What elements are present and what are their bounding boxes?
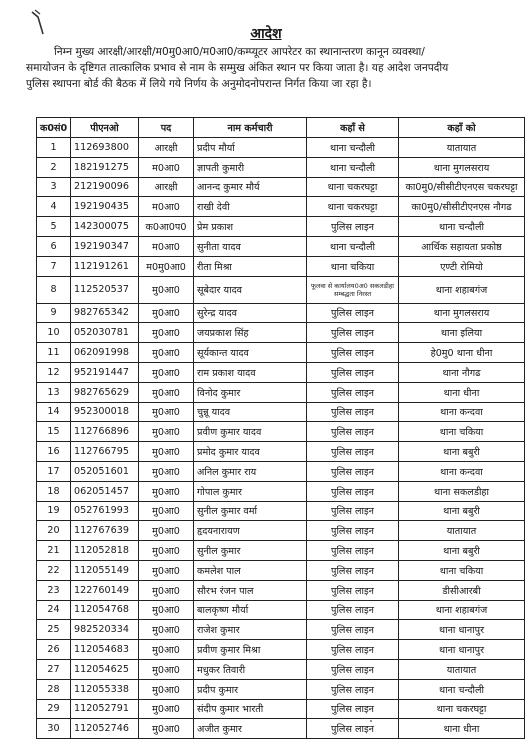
to-cell: आर्थिक सहायता प्रकोष्ठ	[399, 236, 525, 256]
serial-cell: 18	[37, 481, 71, 501]
serial-cell: 19	[37, 501, 71, 521]
name-cell: राजेश कुमार	[194, 620, 307, 640]
name-cell: संदीप कुमार भारती	[194, 699, 307, 719]
serial-cell: 28	[37, 679, 71, 699]
table-row	[37, 679, 525, 699]
from-cell: थाना चन्दौली	[307, 236, 399, 256]
name-cell: सौरभ रंजन पाल	[194, 580, 307, 600]
from-cell: थाना चन्दौली	[307, 138, 399, 158]
table-row	[37, 659, 525, 679]
name-cell: प्रदीप कुमार	[194, 679, 307, 699]
serial-cell: 27	[37, 659, 71, 679]
to-cell: थाना चकिया	[399, 422, 525, 442]
table-row	[37, 323, 525, 343]
table-row	[37, 442, 525, 462]
name-cell: राखी देवी	[194, 197, 307, 217]
pno-cell: 062051457	[71, 481, 139, 501]
table-row	[37, 138, 525, 158]
name-cell: राम प्रकाश यादव	[194, 362, 307, 382]
name-cell: सुनील कुमार	[194, 541, 307, 561]
post-cell: मु0आ0	[139, 343, 194, 363]
name-cell: बालकृष्ण मौर्या	[194, 600, 307, 620]
serial-cell: 20	[37, 521, 71, 541]
name-cell: सुनील कुमार वर्मा	[194, 501, 307, 521]
post-cell: आरक्षी	[139, 177, 194, 197]
pno-cell: 112055149	[71, 560, 139, 580]
table-row	[37, 303, 525, 323]
post-cell: म0आ0	[139, 197, 194, 217]
from-cell: पुलिस लाइन	[307, 303, 399, 323]
from-cell: पुलिस लाइन	[307, 640, 399, 660]
header-pno: पीएनओ	[71, 118, 139, 138]
name-cell: सूबेदार यादव	[194, 276, 307, 303]
table-row	[37, 699, 525, 719]
serial-cell: 29	[37, 699, 71, 719]
serial-cell: 8	[37, 276, 71, 303]
table-row	[37, 402, 525, 422]
header-to: कहाँ को	[399, 118, 525, 138]
name-cell: ज्ञापती कुमारी	[194, 157, 307, 177]
table-header-row	[37, 118, 525, 138]
post-cell: मु0आ0	[139, 501, 194, 521]
to-cell: थाना धानापुर	[399, 640, 525, 660]
post-cell: मु0आ0	[139, 600, 194, 620]
post-cell: मु0आ0	[139, 699, 194, 719]
table-row	[37, 541, 525, 561]
post-cell: मु0आ0	[139, 521, 194, 541]
pno-cell: 062091998	[71, 343, 139, 363]
post-cell: मु0आ0	[139, 276, 194, 303]
table-row	[37, 157, 525, 177]
from-cell: पुलिस लाइन	[307, 659, 399, 679]
to-cell: एण्टी रोमियो	[399, 256, 525, 276]
name-cell: गोपाल कुमार	[194, 481, 307, 501]
from-cell: पुलिस लाइन	[307, 402, 399, 422]
serial-cell: 22	[37, 560, 71, 580]
serial-cell: 13	[37, 382, 71, 402]
pno-cell: 112693800	[71, 138, 139, 158]
table-row	[37, 256, 525, 276]
serial-cell: 1	[37, 138, 71, 158]
table-row	[37, 177, 525, 197]
post-cell: क0आ0प0	[139, 217, 194, 237]
to-cell: का0मु0/सीसीटीएनएस चकरघट्टा	[399, 177, 525, 197]
from-cell: पुलिस लाइन	[307, 699, 399, 719]
table-row	[37, 640, 525, 660]
serial-cell: 4	[37, 197, 71, 217]
to-cell: थाना चन्दौली	[399, 217, 525, 237]
serial-cell: 12	[37, 362, 71, 382]
to-cell: हे0मु0 थाना धीना	[399, 343, 525, 363]
table-row	[37, 580, 525, 600]
order-intro	[26, 44, 524, 92]
to-cell: थाना इलिया	[399, 323, 525, 343]
post-cell: मु0आ0	[139, 323, 194, 343]
post-cell: मु0आ0	[139, 402, 194, 422]
post-cell: मु0आ0	[139, 620, 194, 640]
post-cell: मु0आ0	[139, 560, 194, 580]
post-cell: आरक्षी	[139, 138, 194, 158]
from-cell: पुलिस लाइन	[307, 442, 399, 462]
header-post: पद	[139, 118, 194, 138]
serial-cell: 21	[37, 541, 71, 561]
name-cell: प्रदीप मौर्या	[194, 138, 307, 158]
from-cell: पुलिस लाइन	[307, 422, 399, 442]
pno-cell: 112767639	[71, 521, 139, 541]
serial-cell: 30	[37, 719, 71, 739]
name-cell: चुन्नू यादव	[194, 402, 307, 422]
serial-cell: 16	[37, 442, 71, 462]
from-cell: पुलिस लाइन	[307, 501, 399, 521]
post-cell: मु0आ0	[139, 541, 194, 561]
header-serial: क0सं0	[37, 118, 71, 138]
table-row	[37, 422, 525, 442]
from-cell: पुलिस लाइन	[307, 679, 399, 699]
from-cell: पुलिस लाइन	[307, 323, 399, 343]
table-row	[37, 481, 525, 501]
intro-line: पुलिस स्थापना बोर्ड की बैठक में लिये गये निर्णय के अनुमोदनोपरान्त निर्गत किया जा रहा है।	[26, 78, 372, 90]
to-cell: थाना बबुरी	[399, 501, 525, 521]
post-cell: म0आ0	[139, 157, 194, 177]
serial-cell: 23	[37, 580, 71, 600]
serial-cell: 3	[37, 177, 71, 197]
to-cell: यातायात	[399, 521, 525, 541]
serial-cell: 11	[37, 343, 71, 363]
pno-cell: 982765342	[71, 303, 139, 323]
post-cell: म0मु0आ0	[139, 256, 194, 276]
post-cell: मु0आ0	[139, 422, 194, 442]
serial-cell: 7	[37, 256, 71, 276]
table-row	[37, 521, 525, 541]
pno-cell: 112052746	[71, 719, 139, 739]
pno-cell: 112052791	[71, 699, 139, 719]
name-cell: विनोद कुमार	[194, 382, 307, 402]
table-row	[37, 217, 525, 237]
pno-cell: 212190096	[71, 177, 139, 197]
name-cell: मधुकर तिवारी	[194, 659, 307, 679]
post-cell: मु0आ0	[139, 461, 194, 481]
from-cell: पुलिस लाइन	[307, 719, 399, 739]
to-cell: थाना बबुरी	[399, 541, 525, 561]
name-cell: जयप्रकाश सिंह	[194, 323, 307, 343]
from-cell: पुलिस लाइन	[307, 600, 399, 620]
to-cell: थाना शहाबगंज	[399, 276, 525, 303]
post-cell: मु0आ0	[139, 640, 194, 660]
pno-cell: 112191261	[71, 256, 139, 276]
name-cell: सुनीता यादव	[194, 236, 307, 256]
pno-cell: 112766896	[71, 422, 139, 442]
serial-cell: 2	[37, 157, 71, 177]
to-cell: थाना चकिया	[399, 560, 525, 580]
pno-cell: 182191275	[71, 157, 139, 177]
table-row	[37, 236, 525, 256]
to-cell: थाना शहाबगंज	[399, 600, 525, 620]
page-mark	[370, 720, 372, 722]
name-cell: अनिल कुमार राय	[194, 461, 307, 481]
from-cell: पुलिस लाइन	[307, 481, 399, 501]
from-cell: पुलिस लाइन	[307, 343, 399, 363]
post-cell: मु0आ0	[139, 303, 194, 323]
to-cell: थाना धीना	[399, 719, 525, 739]
name-cell: प्रेम प्रकाश	[194, 217, 307, 237]
from-cell: पुलिस लाइन	[307, 217, 399, 237]
table-row	[37, 276, 525, 303]
post-cell: मु0आ0	[139, 362, 194, 382]
name-cell: कमलेश पाल	[194, 560, 307, 580]
pno-cell: 052030781	[71, 323, 139, 343]
table-row	[37, 382, 525, 402]
from-cell: पुलिस लाइन	[307, 560, 399, 580]
intro-line: समायोजन के दृष्टिगत तात्कालिक प्रभाव से नाम के सम्मुख अंकित स्थान पर किया जाता है। यह आदेश जनपदीय	[26, 62, 449, 74]
pno-cell: 192190347	[71, 236, 139, 256]
post-cell: मु0आ0	[139, 382, 194, 402]
pno-cell: 052761993	[71, 501, 139, 521]
serial-cell: 6	[37, 236, 71, 256]
name-cell: सुरेन्द्र यादव	[194, 303, 307, 323]
to-cell: थाना कन्दवा	[399, 461, 525, 481]
order-title: आदेश	[250, 26, 282, 42]
pno-cell: 112054683	[71, 640, 139, 660]
name-cell: सूर्यकान्त यादव	[194, 343, 307, 363]
from-cell: पुलिस लाइन	[307, 362, 399, 382]
pno-cell: 122760149	[71, 580, 139, 600]
post-cell: मु0आ0	[139, 442, 194, 462]
to-cell: यातायात	[399, 138, 525, 158]
pno-cell: 952300018	[71, 402, 139, 422]
intro-line: निम्न मुख्य आरक्षी/आरक्षी/म0मु0आ0/म0आ0/कम्प्यूटर आपरेटर का स्थानान्तरण कानून व्यवस्था/	[54, 46, 425, 58]
pno-cell: 112520537	[71, 276, 139, 303]
serial-cell: 9	[37, 303, 71, 323]
to-cell: थाना चन्दौली	[399, 679, 525, 699]
from-cell	[307, 276, 399, 303]
name-cell: प्रवीण कुमार मिश्रा	[194, 640, 307, 660]
serial-cell: 26	[37, 640, 71, 660]
from-note: फूलवा से कार्यालय0अ0 सकलडीहा सम्बद्धता निरस्त	[311, 281, 394, 298]
table-row	[37, 461, 525, 481]
pno-cell: 112766795	[71, 442, 139, 462]
pno-cell: 192190435	[71, 197, 139, 217]
serial-cell: 5	[37, 217, 71, 237]
to-cell: थाना सकलडीहा	[399, 481, 525, 501]
name-cell: हृदयनारायण	[194, 521, 307, 541]
serial-cell: 14	[37, 402, 71, 422]
from-cell: पुलिस लाइन	[307, 382, 399, 402]
from-cell: पुलिस लाइन	[307, 580, 399, 600]
serial-cell: 17	[37, 461, 71, 481]
header-from: कहाँ से	[307, 118, 399, 138]
post-cell: मु0आ0	[139, 679, 194, 699]
table-row	[37, 343, 525, 363]
to-cell: थाना धानापुर	[399, 620, 525, 640]
post-cell: म0आ0	[139, 236, 194, 256]
pno-cell: 112054625	[71, 659, 139, 679]
post-cell: मु0आ0	[139, 580, 194, 600]
pno-cell: 112052818	[71, 541, 139, 561]
name-cell: प्रमोद कुमार यादव	[194, 442, 307, 462]
serial-cell: 24	[37, 600, 71, 620]
pno-cell: 052051601	[71, 461, 139, 481]
table-row	[37, 560, 525, 580]
pno-cell: 142300075	[71, 217, 139, 237]
to-cell: थाना कन्दवा	[399, 402, 525, 422]
pno-cell: 982520334	[71, 620, 139, 640]
pno-cell: 982765629	[71, 382, 139, 402]
serial-cell: 15	[37, 422, 71, 442]
pno-cell: 112055338	[71, 679, 139, 699]
pno-cell: 952191447	[71, 362, 139, 382]
table-row	[37, 600, 525, 620]
table-body	[37, 138, 525, 739]
name-cell: प्रवीण कुमार यादव	[194, 422, 307, 442]
table-row	[37, 501, 525, 521]
from-cell: पुलिस लाइन	[307, 461, 399, 481]
to-cell: थाना नौगढ	[399, 362, 525, 382]
table-row	[37, 620, 525, 640]
from-cell: थाना चकरघट्टा	[307, 197, 399, 217]
from-cell: थाना चकरघट्टा	[307, 177, 399, 197]
from-cell: पुलिस लाइन	[307, 620, 399, 640]
from-cell: पुलिस लाइन	[307, 521, 399, 541]
to-cell: डीसीआरबी	[399, 580, 525, 600]
to-cell: यातायात	[399, 659, 525, 679]
to-cell: थाना धीना	[399, 382, 525, 402]
table-row	[37, 197, 525, 217]
post-cell: मु0आ0	[139, 659, 194, 679]
from-cell: पुलिस लाइन	[307, 541, 399, 561]
to-cell: थाना मुगलसराय	[399, 303, 525, 323]
post-cell: मु0आ0	[139, 719, 194, 739]
to-cell: का0मु0/सीसीटीएनएस नौगढ	[399, 197, 525, 217]
table-row	[37, 362, 525, 382]
from-cell: थाना चन्दौली	[307, 157, 399, 177]
post-cell: मु0आ0	[139, 481, 194, 501]
table-row	[37, 719, 525, 739]
to-cell: थाना मुगलसराय	[399, 157, 525, 177]
name-cell: रीता मिश्रा	[194, 256, 307, 276]
to-cell: थाना बबुरी	[399, 442, 525, 462]
pno-cell: 112054768	[71, 600, 139, 620]
serial-cell: 25	[37, 620, 71, 640]
to-cell: थाना चकरघट्टा	[399, 699, 525, 719]
name-cell: आनन्द कुमार मौर्य	[194, 177, 307, 197]
transfer-table	[36, 117, 525, 739]
name-cell: अजीत कुमार	[194, 719, 307, 739]
from-cell: थाना चकिया	[307, 256, 399, 276]
serial-cell: 10	[37, 323, 71, 343]
header-name: नाम कर्मचारी	[194, 118, 307, 138]
